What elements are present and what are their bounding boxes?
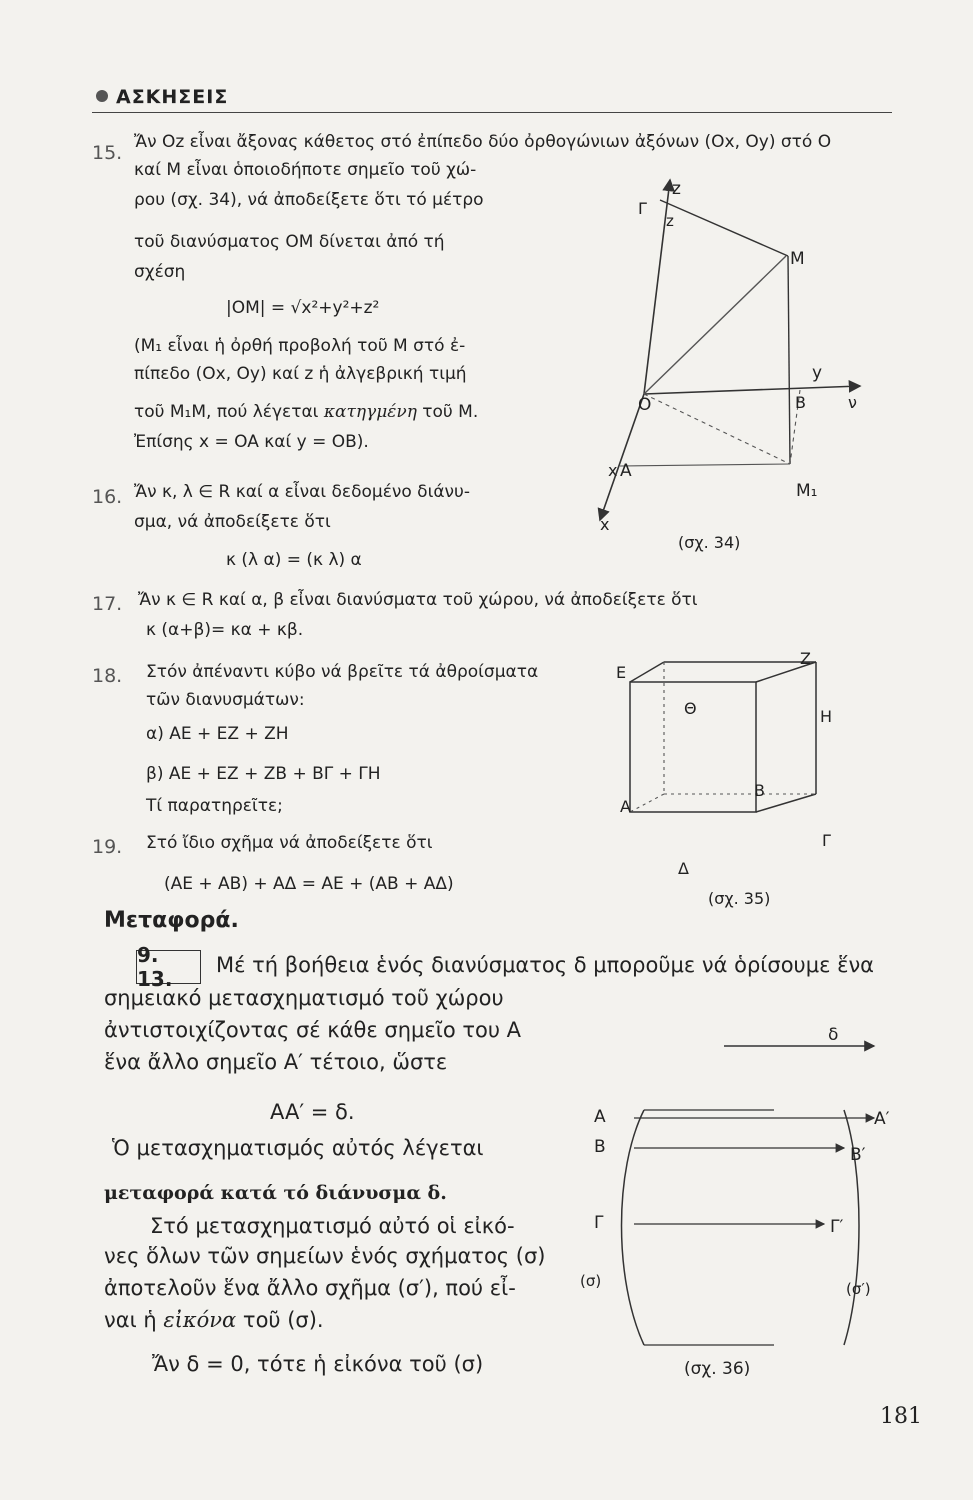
fig34-caption: (σχ. 34) <box>678 533 741 552</box>
ex18-line-5: Τί παρατηρεῖτε; <box>146 796 283 816</box>
fig35-label-h: H <box>820 707 833 726</box>
fig35-label-e: E <box>616 663 627 682</box>
shape-sigma-curve <box>622 1110 645 1345</box>
fig36-caption: (σχ. 36) <box>684 1359 751 1379</box>
body-line-2: σημειακό μετασχηματισμό τοῦ χώρου <box>104 986 504 1010</box>
ex18-item-a: α) AE + EZ + ZH <box>146 724 289 744</box>
exercise-18-number: 18. <box>92 665 123 687</box>
bullet-icon <box>96 90 108 102</box>
segment-gamma-m <box>660 200 788 256</box>
ex15-line-1: Ἄν Oz εἶναι ἄξονας κάθετος στό ἐπίπεδο δύο ὀρθογώνιων ἀξόνων (Ox, Oy) στό O <box>134 132 832 152</box>
ex15-line-7: (M₁ εἶναι ἡ ὀρθή προβολή τοῦ M στό ἐ- <box>134 336 466 356</box>
ex15-line-9c: τοῦ M. <box>422 402 479 422</box>
ex16-line-2: σμα, νά ἀποδείξετε ὅτι <box>134 512 331 532</box>
segment-a-m1 <box>620 464 790 466</box>
exercise-17-number: 17. <box>92 593 123 615</box>
ex19-formula: (AE + AB) + AΔ = AE + (AB + AΔ) <box>164 874 454 894</box>
fig36-label-delta: δ <box>828 1025 839 1045</box>
ex15-line-8: πίπεδο (Ox, Oy) καί z ἡ ἀλγεβρική τιμή <box>134 364 467 384</box>
fig35-caption: (σχ. 35) <box>708 889 771 908</box>
fig35-label-delta: Δ <box>678 859 689 878</box>
fig36-label-a: A <box>594 1107 606 1127</box>
fig36-label-b: B <box>594 1137 606 1157</box>
fig36-label-sigma: (σ) <box>580 1272 602 1290</box>
body-line-10: Ἄν δ = 0, τότε ἡ εἰκόνα τοῦ (σ) <box>152 1352 484 1376</box>
fig35-label-gamma: Γ <box>822 831 831 850</box>
ex18-item-b: β) AE + EZ + ZB + BΓ + ΓH <box>146 764 381 784</box>
fig34-label-z2: z <box>666 212 674 230</box>
fig34-label-x2: x <box>600 515 610 534</box>
ex18-line-2: τῶν διανυσμάτων: <box>146 690 305 710</box>
ex16-formula: κ (λ α) = (κ λ) α <box>226 550 362 570</box>
fig34-label-o: O <box>638 395 652 415</box>
ex15-term-kathgmenh: κατηγμένη <box>323 402 417 422</box>
ex15-line-10: Ἐπίσης x = OA καί y = OB). <box>134 432 369 452</box>
body-line-9c: τοῦ (σ). <box>242 1308 324 1332</box>
body-line-6: Στό μετασχηματισμό αὐτό οἱ εἰκό- <box>150 1214 515 1238</box>
cube-edge-bottom-right <box>756 794 816 812</box>
cube-edge-e-z-left <box>630 662 664 682</box>
vector-om <box>644 256 786 394</box>
fig34-label-nu: ν <box>848 393 857 412</box>
fig34-label-z: z <box>672 179 681 199</box>
body-line-8: ἀποτελοῦν ἕνα ἄλλο σχῆμα (σ′), πού εἶ- <box>104 1276 516 1300</box>
fig34-label-a: A <box>620 461 632 481</box>
fig34-label-x: x <box>608 461 618 480</box>
ex15-line-2: καί M εἶναι ὁποιοδήποτε σημεῖο τοῦ χώ- <box>134 160 477 180</box>
term-eikona: εἰκόνα <box>163 1308 237 1332</box>
exercise-16-number: 16. <box>92 486 123 508</box>
fig35-label-z: Z <box>800 650 811 668</box>
fig34-label-gamma: Γ <box>638 199 647 218</box>
hidden-edge-diagonal <box>630 794 664 812</box>
figure-36 <box>574 1010 904 1390</box>
body-line-9a: ναι ἡ <box>104 1308 157 1332</box>
fig34-label-b: B <box>795 393 806 412</box>
fig35-label-theta: Θ <box>684 699 697 718</box>
body-line-3: ἀντιστοιχίζοντας σέ κάθε σημεῖο του A <box>104 1018 522 1042</box>
fig34-label-y: y <box>812 363 823 383</box>
ex15-line-9 <box>134 404 478 421</box>
body-line-1: Μέ τή βοήθεια ἑνός διανύσματος δ μποροῦμε νά ὁρίσουμε ἕνα <box>216 953 875 977</box>
body-line-7: νες ὅλων τῶν σημείων ἑνός σχήματος (σ) <box>104 1244 546 1268</box>
figure-34 <box>590 170 880 560</box>
header-text: ΑΣΚΗΣΕΙΣ <box>116 86 229 108</box>
fig36-label-g-prime: Γ′ <box>830 1217 844 1237</box>
segment-o-m1 <box>644 394 790 464</box>
fig36-label-sigma-prime: (σ′) <box>846 1280 871 1298</box>
ex15-line-5: σχέση <box>134 262 186 282</box>
fig35-label-b: B <box>754 781 765 800</box>
body-line-5: Ὁ μετασχηματισμός αὐτός λέγεται <box>112 1136 484 1160</box>
section-title: Μεταφορά. <box>104 908 239 933</box>
ex17-line-2: κ (α+β)= κα + κβ. <box>146 620 304 640</box>
ex18-line-1: Στόν ἀπέναντι κύβο νά βρεῖτε τά ἀθροίσματα <box>146 662 539 682</box>
y-axis <box>644 386 860 394</box>
fig34-label-m: M <box>790 249 805 269</box>
segment-m-m1 <box>788 256 790 464</box>
page-number: 181 <box>880 1404 922 1429</box>
fig36-label-b-prime: B′ <box>850 1145 866 1165</box>
exercise-19-number: 19. <box>92 836 123 858</box>
body-formula: AA′ = δ. <box>270 1100 355 1124</box>
exercise-15-number: 15. <box>92 142 123 164</box>
ex15-line-3: ρου (σχ. 34), νά ἀποδείξετε ὅτι τό μέτρο <box>134 190 484 210</box>
body-line-4: ἕνα ἄλλο σημεῖο A′ τέτοιο, ὥστε <box>104 1050 448 1074</box>
fig34-label-m1: M₁ <box>796 481 818 501</box>
ex15-line-4: τοῦ διανύσματος OM δίνεται ἀπό τή <box>134 232 445 252</box>
definition-term: μεταφορά κατά τό διάνυσμα δ. <box>104 1182 447 1204</box>
fig35-label-a: A <box>620 797 631 816</box>
ex19-line-1: Στό ἴδιο σχῆμα νά ἀποδείξετε ὅτι <box>146 833 433 853</box>
paragraph-number-box: 9. 13. <box>136 950 201 984</box>
fig36-label-a-prime: A′ <box>874 1109 890 1129</box>
ex17-line-1: Ἄν κ ∈ R καί α, β εἶναι διανύσματα τοῦ χώρου, νά ἀποδείξετε ὅτι <box>138 590 698 610</box>
figure-35 <box>604 650 834 920</box>
ex15-formula: |OM| = √x²+y²+z² <box>226 298 380 318</box>
fig36-label-g: Γ <box>594 1213 604 1233</box>
ex16-line-1: Ἄν κ, λ ∈ R καί α εἶναι δεδομένο διάνυ- <box>134 482 471 502</box>
body-line-9 <box>104 1308 324 1332</box>
ex15-line-9a: τοῦ M₁M, πού λέγεται <box>134 402 319 422</box>
section-header <box>96 86 228 108</box>
header-rule <box>92 112 892 113</box>
